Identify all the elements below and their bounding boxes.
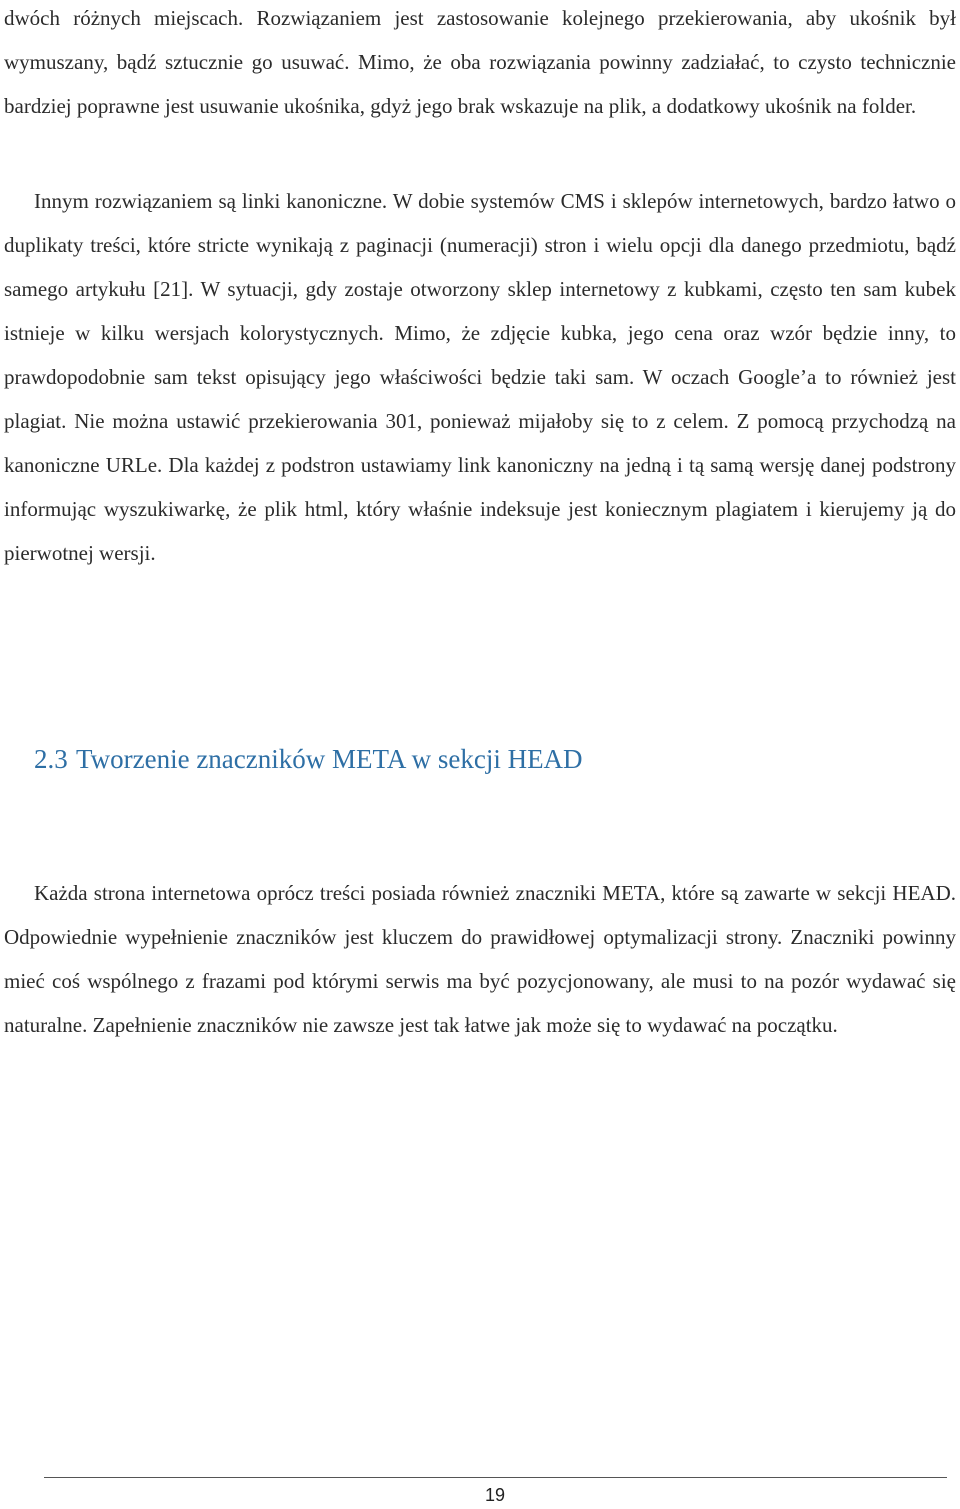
- section-heading: [34, 744, 583, 775]
- footer-divider: [44, 1477, 947, 1478]
- page-number: 19: [484, 1485, 506, 1505]
- section-title: Tworzenie znaczników META w sekcji HEAD: [76, 744, 583, 774]
- paragraph-redirects: dwóch różnych miejscach. Rozwiązaniem jest zastosowanie kolejnego przekierowania, aby ukośnik był wymuszany, bądź sztucznie go usuwać. Mimo, że oba rozwiązania powinny zadziałać, to czysto technicznie bardziej poprawne jest usuwanie ukośnika, gdyż jego brak wskazuje na plik, a dodatkowy ukośnik na folder.: [4, 6, 956, 118]
- section-number: 2.3: [34, 744, 68, 774]
- paragraph-canonical-links: Innym rozwiązaniem są linki kanoniczne. W dobie systemów CMS i sklepów internetowych, bardzo łatwo o duplikaty treści, które stricte wynikają z paginacji (numeracji) stron i wielu opcji dla danego przedmiotu, bądź samego artykułu [21]. W sytuacji, gdy zostaje otworzony sklep internetowy z kubkami, często ten sam kubek istnieje w kilku wersjach kolorystycznych. Mimo, że zdjęcie kubka, jego cena oraz wzór będzie inny, to prawdopodobnie sam tekst opisujący jego właściwości będzie taki sam. W oczach Google’a to również jest plagiat. Nie można ustawić przekierowania 301, ponieważ mijałoby się to z celem. Z pomocą przychodzą na kanoniczne URLe. Dla każdej z podstron ustawiamy link kanoniczny na jedną i tą samą wersję danej podstrony informując wyszukiwarkę, że plik html, który właśnie indeksuje jest koniecznym plagiatem i kierujemy ją do pierwotnej wersji.: [4, 189, 956, 565]
- paragraph-meta-tags: Każda strona internetowa oprócz treści posiada również znaczniki META, które są zawarte w sekcji HEAD. Odpowiednie wypełnienie znaczników jest kluczem do prawidłowej optymalizacji strony. Znaczniki powinny mieć coś wspólnego z frazami pod którymi serwis ma być pozycjonowany, ale musi to na pozór wydawać się naturalne. Zapełnienie znaczników nie zawsze jest tak łatwe jak może się to wydawać na początku.: [4, 881, 956, 1037]
